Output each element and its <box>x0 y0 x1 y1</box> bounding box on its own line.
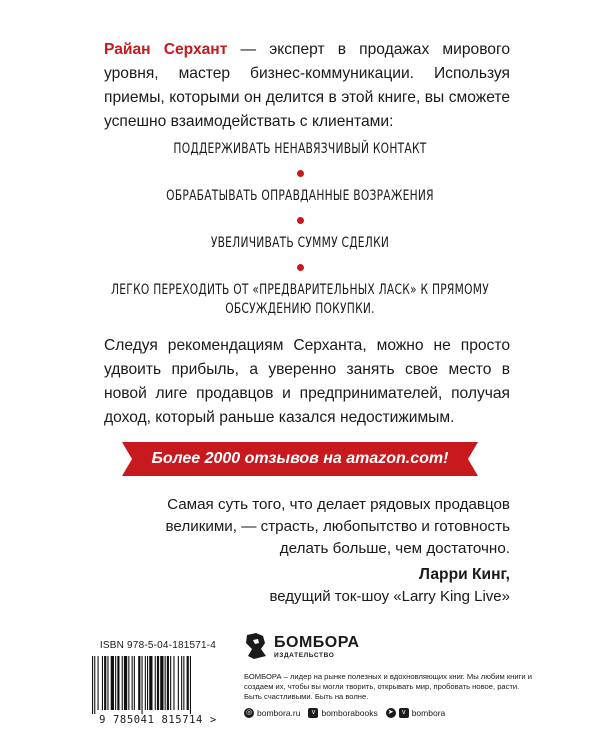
publisher-socials <box>244 706 534 720</box>
barcode-bar <box>190 656 191 714</box>
isbn-label: ISBN 978-5-04-181571-4 <box>99 640 217 651</box>
barcode-bar <box>187 656 189 710</box>
barcode-bar <box>122 656 123 710</box>
social-link-website[interactable] <box>244 708 300 718</box>
globe-icon: ◎ <box>245 709 253 716</box>
barcode-bar <box>134 656 135 710</box>
barcode-bar <box>142 656 143 714</box>
reviews-banner-text: Более 2000 отзывов на amazon.com! <box>151 450 449 467</box>
barcode-bar <box>98 656 99 710</box>
barcode-bar <box>160 656 163 710</box>
bullet-dot-icon <box>297 170 304 177</box>
publisher-description: БОМБОРА – лидер на рынке полезных и вдохновляющих книг. Мы любим книги и создаем их, чтобы вы могли творить, открывать мир, пробовать новое, расти. Быть счастливыми. Быть на волне. <box>244 672 532 701</box>
benefit-item: ПОДДЕРЖИВАТЬ НЕНАВЯЗЧИВЫЙ КОНТАКТ <box>173 141 427 157</box>
vk-icon: v <box>308 708 318 718</box>
bullet-dot-icon <box>297 264 304 271</box>
author-name: Райан Серхант <box>104 41 228 58</box>
barcode-bar <box>165 656 166 710</box>
telegram-icon: ➤ <box>386 708 396 718</box>
social-label: bombora <box>411 708 446 718</box>
barcode-bar <box>111 656 114 710</box>
barcode-bar <box>132 656 133 710</box>
vk-icon: v <box>399 708 409 718</box>
bombora-logo-icon <box>244 632 268 660</box>
testimonial-quote: Самая суть того, что делает рядовых продавцов великими, — страсть, любопытство и готовность делать больше, чем достаточно. <box>165 496 510 557</box>
social-link-vk[interactable] <box>308 708 377 718</box>
intro-text: — эксперт в продажах мирового уровня, мастер бизнес-коммуникации. Используя приемы, которыми он делится в этой книге, вы сможете успешно взаимодействать с клиентами: <box>104 41 510 130</box>
social-label: bomborabooks <box>321 708 378 718</box>
testimonial-author-name: Ларри Кинг, <box>419 566 510 583</box>
summary-paragraph: Следуя рекомендациям Серханта, можно не просто удвоить прибыль, а уверенно занять свое место в новой лиге продавцов и предпринимателей, получая доход, который раньше казался недостижимым. <box>104 337 510 426</box>
barcode-bar <box>181 656 182 710</box>
social-link-telegram[interactable] <box>386 708 446 718</box>
barcode-bar <box>167 656 169 710</box>
barcode-bar <box>147 656 148 710</box>
publisher-name: БОМБОРА <box>274 634 360 651</box>
barcode-bar <box>115 656 116 710</box>
barcode-bar <box>149 656 152 710</box>
barcode-bar <box>183 656 184 710</box>
isbn-barcode-block <box>86 640 230 728</box>
barcode-bar <box>128 656 129 710</box>
barcode-bar <box>104 656 106 710</box>
barcode-bar <box>124 656 127 710</box>
barcode-bar <box>173 656 174 710</box>
barcode-bar <box>178 656 179 710</box>
testimonial-author <box>269 564 510 608</box>
publisher-subtitle: ИЗДАТЕЛЬСТВО <box>274 652 335 659</box>
barcode-icon <box>90 656 226 714</box>
intro-paragraph <box>104 38 510 134</box>
barcode-digits: 9 785041 815714 > <box>99 714 217 726</box>
barcode-bar <box>107 656 108 710</box>
testimonial-author-role: ведущий ток-шоу «Larry King Live» <box>269 588 510 605</box>
barcode-bar <box>155 656 156 710</box>
reviews-banner <box>122 442 478 476</box>
barcode-bar <box>138 656 140 710</box>
barcode-bar <box>102 656 103 710</box>
benefit-item: УВЕЛИЧИВАТЬ СУММУ СДЕЛКИ <box>210 235 390 251</box>
benefits-list <box>80 140 520 319</box>
benefit-item: ОБРАБАТЫВАТЬ ОПРАВДАННЫЕ ВОЗРАЖЕНИЯ <box>166 188 434 204</box>
barcode-bar <box>157 656 159 710</box>
barcode-bar <box>94 656 95 714</box>
barcode-bar <box>92 656 93 714</box>
benefit-item: ЛЕГКО ПЕРЕХОДИТЬ ОТ «ПРЕДВАРИТЕЛЬНЫХ ЛАСК» К ПРЯМОМУ ОБСУЖДЕНИЮ ПОКУПКИ. <box>111 282 489 317</box>
barcode-bar <box>117 656 119 710</box>
barcode-bar <box>145 656 146 710</box>
barcode-bar <box>170 656 171 710</box>
social-label: bombora.ru <box>257 708 301 718</box>
bullet-dot-icon <box>297 217 304 224</box>
